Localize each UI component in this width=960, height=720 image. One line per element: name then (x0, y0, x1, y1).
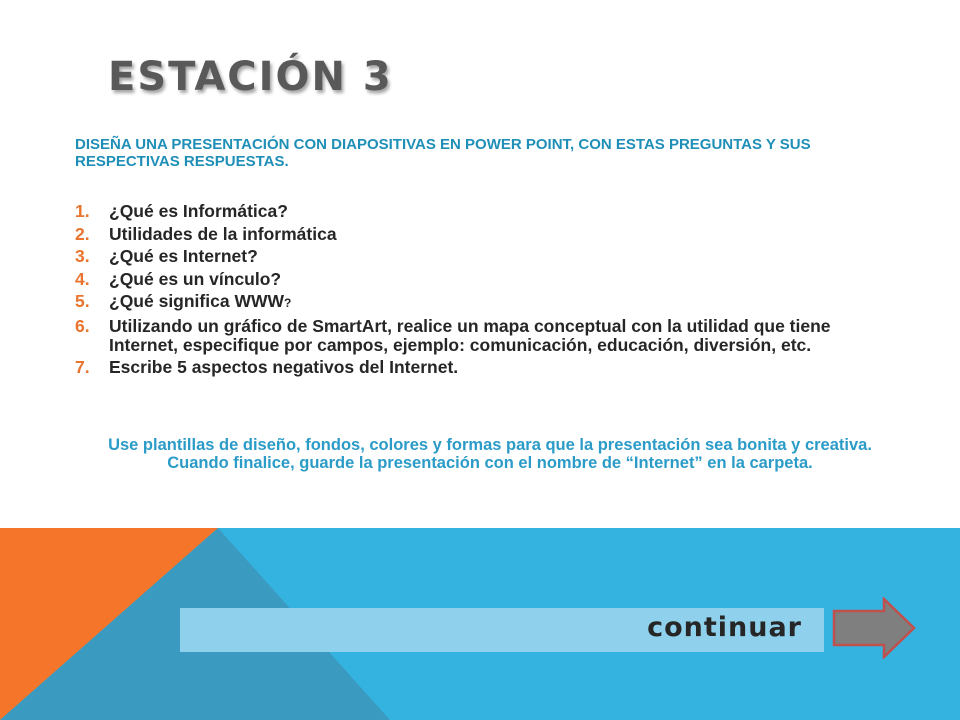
list-item (75, 317, 855, 355)
list-item (75, 225, 855, 244)
list-item (75, 202, 855, 221)
continue-label[interactable]: continuar (647, 612, 802, 643)
item-text: Escribe 5 aspectos negativos del Internet. (109, 357, 459, 377)
item-text: ¿Qué es Internet? (109, 246, 258, 266)
item-text: ¿Qué es un vínculo? (109, 268, 282, 289)
list-item (75, 270, 855, 289)
item-number: 5. (75, 291, 90, 311)
item-number: 6. (75, 315, 90, 336)
item-text: Utilizando un gráfico de SmartArt, realice un mapa conceptual con la utilidad que tiene Internet, especifique por campos, ejemplo: comunicación, educación, diversión, etc. (109, 315, 831, 355)
list-item (75, 292, 855, 313)
item-suffix: ? (284, 296, 292, 310)
slide-title: ESTACIÓN 3 (108, 54, 393, 100)
item-text: Utilidades de la informática (109, 223, 337, 244)
item-text: ¿Qué significa WWW (109, 291, 284, 311)
questions-list (75, 202, 855, 381)
list-item (75, 358, 855, 377)
item-number: 1. (75, 201, 90, 221)
item-text: ¿Qué es Informática? (109, 201, 288, 221)
item-number: 2. (75, 223, 90, 244)
list-item (75, 247, 855, 266)
item-number: 3. (75, 246, 90, 266)
continue-bar[interactable] (180, 608, 824, 652)
item-number: 7. (75, 357, 90, 377)
instructions-note: Use plantillas de diseño, fondos, colores y formas para que la presentación sea bonita y creativa. Cuando finalice, guarde la presentación con el nombre de “Internet” en la carpeta. (108, 436, 872, 472)
instructions-heading: DISEÑA UNA PRESENTACIÓN CON DIAPOSITIVAS EN POWER POINT, CON ESTAS PREGUNTAS Y SUS RESPECTIVAS RESPUESTAS. (75, 136, 811, 170)
item-text-wrap (109, 292, 855, 313)
item-number: 4. (75, 268, 90, 289)
right-arrow-icon[interactable] (832, 597, 916, 659)
